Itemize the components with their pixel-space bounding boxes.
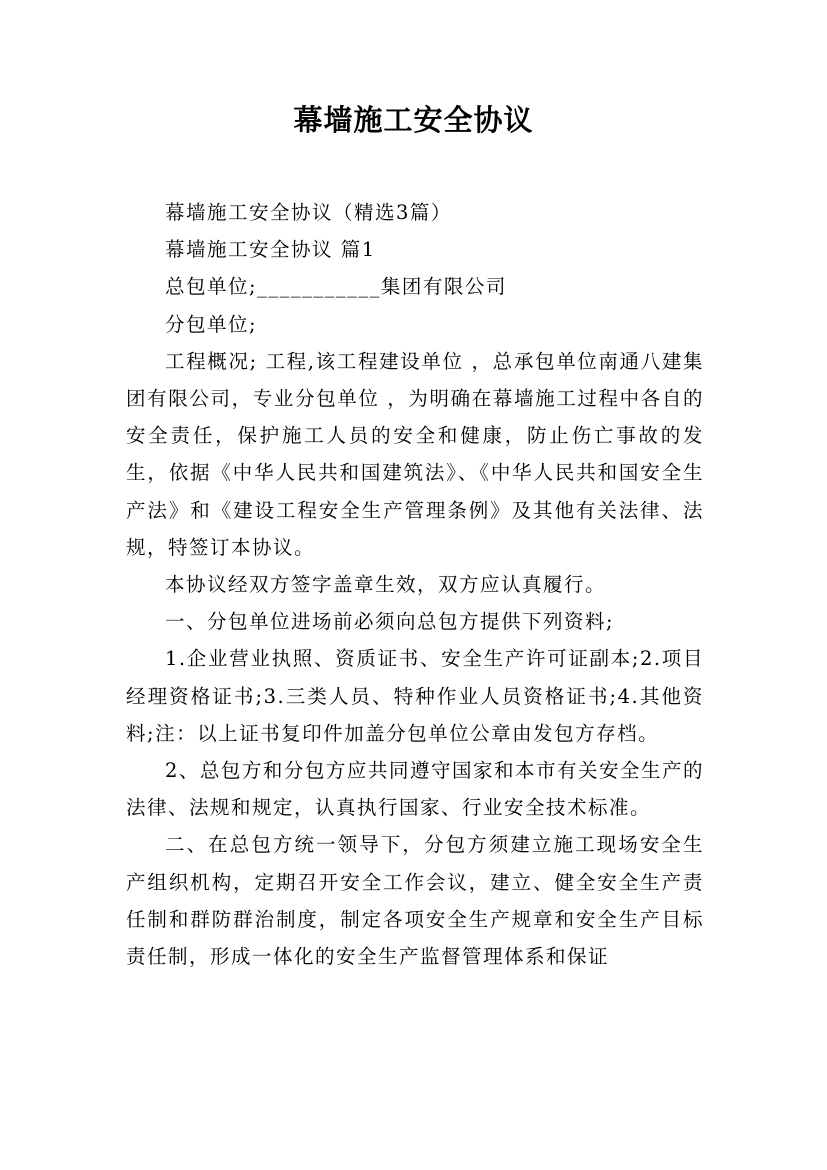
paragraph-section-heading: 幕墙施工安全协议 篇1: [165, 238, 376, 262]
paragraph-project-overview: 工程概况; 工程,该工程建设单位 ，总承包单位南通八建集团有限公司，专业分包单位 ，为明确在幕墙施工过程中各自的安全责任，保护施工人员的安全和健康，防止伤亡事故的发生，依据《中华人民共和国建筑法》、《中华人民共和国安全生产法》和《建设工程安全生产管理条例》及其他有关法律、法规，特签订本协议。: [126, 349, 704, 559]
paragraph-general-contractor: 总包单位;___________集团有限公司: [165, 275, 507, 299]
document-body: [126, 194, 704, 975]
paragraph-clause-one: 一、分包单位进场前必须向总包方提供下列资料;: [165, 610, 615, 634]
document-title: 幕墙施工安全协议: [293, 103, 534, 137]
paragraph-subtitle: 幕墙施工安全协议（精选3篇）: [165, 201, 452, 224]
paragraph-effectiveness: 本协议经双方签字盖章生效，双方应认真履行。: [165, 573, 607, 597]
paragraph-clause-two-organization: 二、在总包方统一领导下，分包方须建立施工现场安全生产组织机构，定期召开安全工作会议，建立、健全安全生产责任制和群防群治制度，制定各项安全生产规章和安全生产目标责任制，形成一体化的安全生产监督管理体系和保证: [126, 833, 704, 969]
paragraph-required-documents: 1.企业营业执照、资质证书、安全生产许可证副本;2.项目经理资格证书;3.三类人员、特种作业人员资格证书;4.其他资料;注：以上证书复印件加盖分包单位公章由发包方存档。: [126, 647, 704, 745]
paragraph-subcontractor: 分包单位;: [165, 312, 258, 336]
paragraph-clause-two-compliance: 2、总包方和分包方应共同遵守国家和本市有关安全生产的法律、法规和规定，认真执行国家、行业安全技术标准。: [126, 759, 704, 820]
